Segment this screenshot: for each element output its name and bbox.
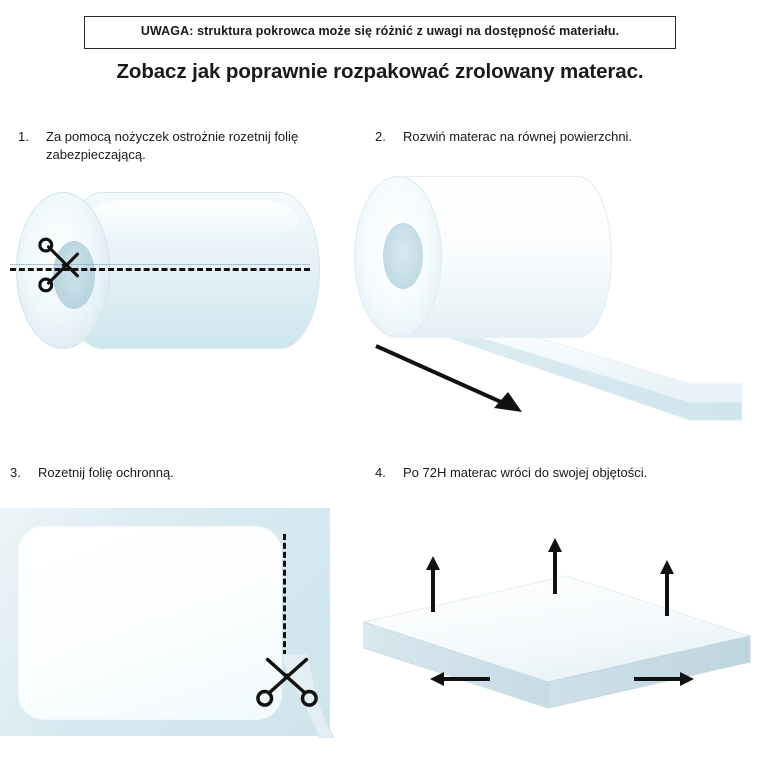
step-2-caption — [375, 128, 705, 146]
scissors-icon — [256, 646, 318, 708]
unrolling-mattress-end-face — [354, 176, 442, 338]
arrow-left-icon — [430, 672, 490, 686]
step-4-caption — [375, 464, 715, 482]
arrow-up-icon — [660, 560, 674, 616]
step-1-caption — [18, 128, 318, 164]
step-3-caption — [10, 464, 310, 482]
step-2-text: Rozwiń materac na równej powierzchni. — [403, 129, 633, 144]
step-3-illustration — [0, 508, 340, 744]
step-1-number: 1. — [18, 129, 29, 144]
arrow-right-icon — [634, 672, 694, 686]
arrow-up-icon — [426, 556, 440, 612]
step-3-number: 3. — [10, 465, 21, 480]
notice-text: UWAGA: struktura pokrowca może się różnić z uwagi na dostępność materiału. — [140, 24, 620, 38]
arrow-diagonal-icon — [370, 340, 550, 430]
step-4-number: 4. — [375, 465, 386, 480]
step-1-text: Za pomocą nożyczek ostrożnie rozetnij folię zabezpieczającą. — [46, 129, 299, 162]
step-4-illustration — [352, 508, 752, 744]
arrow-up-icon — [548, 538, 562, 594]
step-2-illustration — [352, 172, 752, 432]
rolled-mattress-highlight — [88, 200, 298, 240]
step-4-text: Po 72H materac wróci do swojej objętości. — [403, 465, 648, 480]
step-1-illustration — [8, 180, 338, 380]
page-title: Zobacz jak poprawnie rozpakować zrolowany materac. — [116, 60, 644, 83]
unrolling-mattress-core-hole — [383, 223, 423, 289]
foil-cut-line-dashed — [283, 534, 286, 656]
scissors-icon — [34, 236, 92, 294]
notice-banner — [84, 16, 676, 49]
step-3-text: Rozetnij folię ochronną. — [38, 465, 174, 480]
step-2-number: 2. — [375, 129, 386, 144]
